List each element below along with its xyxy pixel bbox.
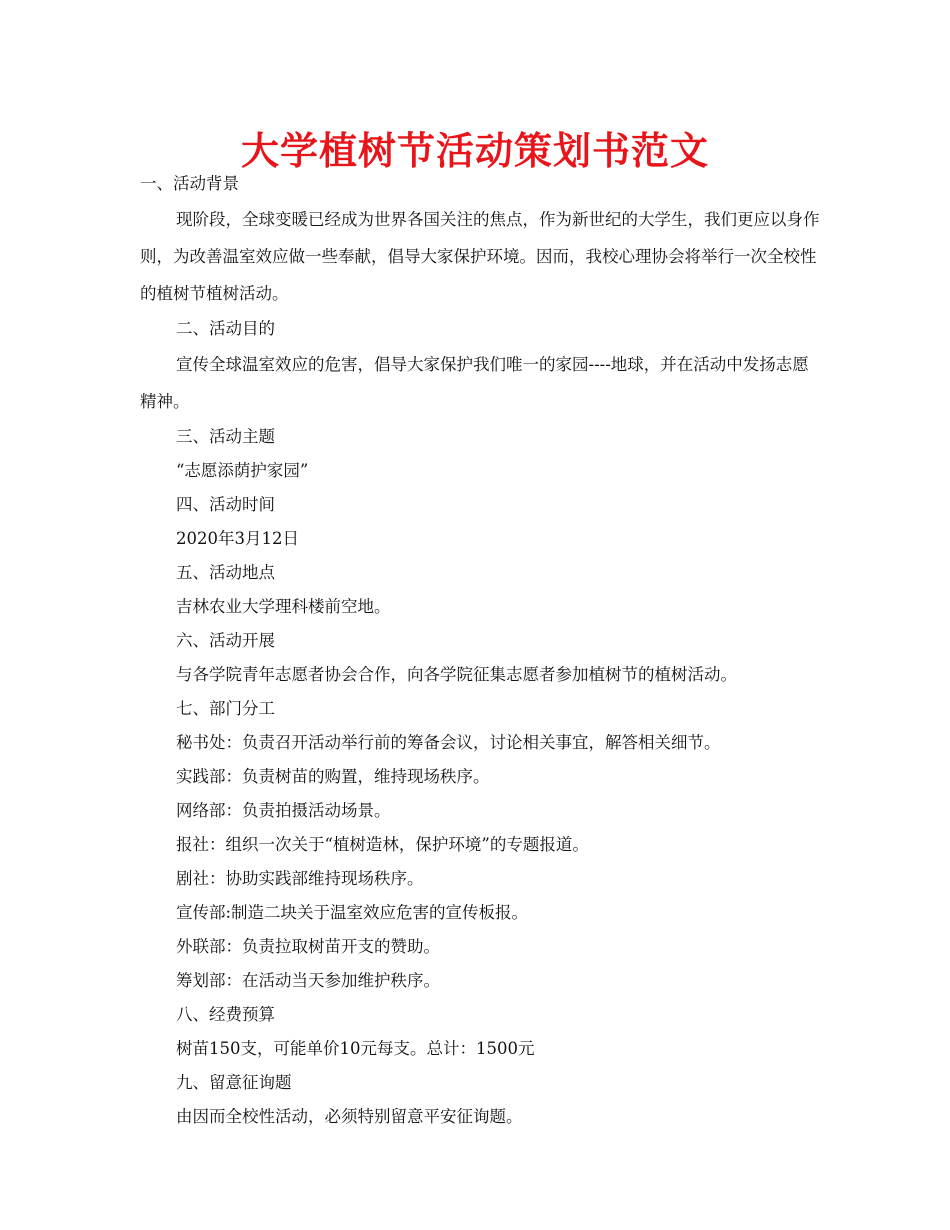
section-heading-purpose: 二、活动目的 (176, 319, 275, 338)
division-item: 剧社：协助实践部维持现场秩序。 (176, 869, 424, 888)
division-item: 报社：组织一次关于“植树造林，保护环境”的专题报道。 (176, 835, 589, 854)
section-heading-place: 五、活动地点 (176, 563, 275, 582)
budget-text: 树苗150支，可能单价10元每支。总计：1500元 (176, 1039, 535, 1058)
division-item: 筹划部：在活动当天参加维护秩序。 (176, 971, 440, 990)
document-title: 大学植树节活动策划书范文 (240, 129, 709, 173)
purpose-paragraph: 宣传全球温室效应的危害，倡导大家保护我们唯一的家园----地球，并在活动中发扬志愿精神。 (140, 355, 809, 411)
section-heading-theme: 三、活动主题 (176, 427, 275, 446)
attention-text: 由因而全校性活动，必须特别留意平安征询题。 (176, 1107, 523, 1126)
place-text: 吉林农业大学理科楼前空地。 (176, 597, 391, 616)
section-heading-attention: 九、留意征询题 (176, 1073, 292, 1092)
division-item: 外联部：负责拉取树苗开支的赞助。 (176, 937, 440, 956)
background-paragraph: 现阶段，全球变暖已经成为世界各国关注的焦点，作为新世纪的大学生，我们更应以身作则，为改善温室效应做一些奉献，倡导大家保护环境。因而，我校心理协会将举行一次全校性的植树节植树活动。 (140, 210, 820, 303)
develop-text: 与各学院青年志愿者协会合作，向各学院征集志愿者参加植树节的植树活动。 (176, 665, 737, 684)
section-heading-develop: 六、活动开展 (176, 631, 275, 650)
theme-text: “志愿添荫护家园” (176, 461, 309, 480)
division-item: 网络部：负责拍摄活动场景。 (176, 801, 391, 820)
section-heading-division: 七、部门分工 (176, 699, 275, 718)
section-heading-time: 四、活动时间 (176, 495, 275, 514)
time-text: 2020年3月12日 (176, 529, 299, 548)
division-item: 秘书处：负责召开活动举行前的筹备会议，讨论相关事宜，解答相关细节。 (176, 733, 721, 752)
section-heading-budget: 八、经费预算 (176, 1005, 275, 1024)
section-heading-background: 一、活动背景 (140, 174, 239, 193)
document-body (140, 167, 820, 1134)
division-item: 实践部：负责树苗的购置，维持现场秩序。 (176, 767, 490, 786)
division-item: 宣传部:制造二块关于温室效应危害的宣传板报。 (176, 903, 529, 922)
